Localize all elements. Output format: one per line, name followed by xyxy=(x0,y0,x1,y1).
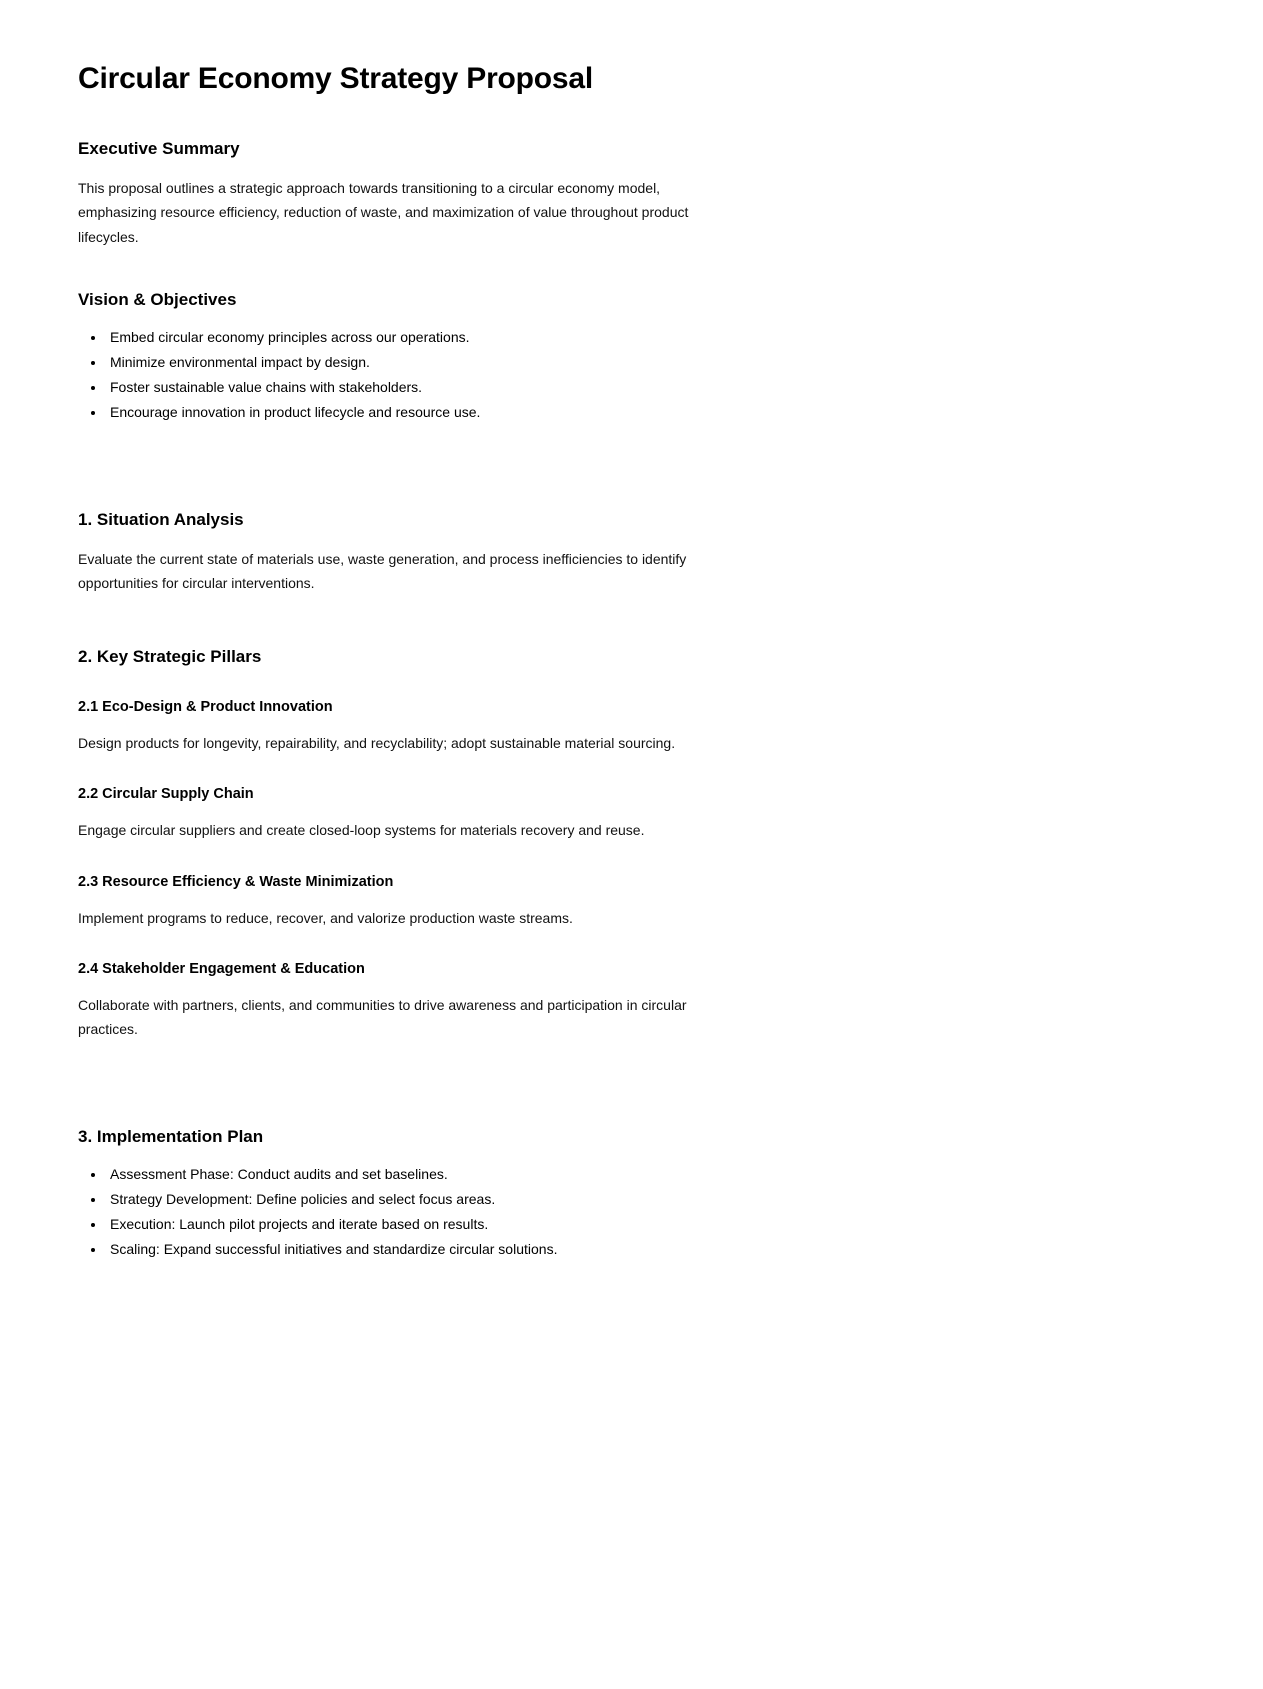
page-title: Circular Economy Strategy Proposal xyxy=(78,62,594,95)
section-heading-vision-objectives: Vision & Objectives xyxy=(78,290,237,310)
section-paragraph-situation-analysis: Evaluate the current state of materials use, waste generation, and process inefficiencies to identify opportunities for circular interventions. xyxy=(78,550,687,592)
list-item: • Encourage innovation in product lifecycle and resource use. xyxy=(106,400,738,425)
section-heading-key-strategic-pillars: 2. Key Strategic Pillars xyxy=(78,646,262,666)
subsection-paragraph-circular-supply-chain: Engage circular suppliers and create closed-loop systems for materials recovery and reuse. xyxy=(78,822,645,839)
subsection-heading-circular-supply-chain: 2.2 Circular Supply Chain xyxy=(78,786,254,803)
list-item: • Scaling: Expand successful initiatives and standardize circular solutions. xyxy=(106,1237,738,1262)
subsection-heading-resource-efficiency: 2.3 Resource Efficiency & Waste Minimization xyxy=(78,873,394,890)
section-paragraph-executive-summary: This proposal outlines a strategic approach towards transitioning to a circular economy model, emphasizing resource efficiency, reduction of waste, and maximization of value throughout product lifecycles. xyxy=(78,179,689,245)
spacer xyxy=(78,1042,738,1076)
subsection-heading-eco-design: 2.1 Eco-Design & Product Innovation xyxy=(78,699,333,715)
section-heading-situation-analysis: 1. Situation Analysis xyxy=(78,509,244,529)
document-body xyxy=(78,44,738,1262)
section-heading-implementation-plan: 3. Implementation Plan xyxy=(78,1126,264,1146)
list-item: • Minimize environmental impact by design. xyxy=(106,350,738,375)
list-item: • Assessment Phase: Conduct audits and set baselines. xyxy=(106,1162,738,1187)
list-item: • Execution: Launch pilot projects and iterate based on results. xyxy=(106,1212,738,1237)
list-item: • Embed circular economy principles across our operations. xyxy=(106,325,738,350)
list-item: • Strategy Development: Define policies and select focus areas. xyxy=(106,1187,738,1212)
implementation-plan-list xyxy=(78,1162,738,1262)
subsection-paragraph-eco-design: Design products for longevity, repairability, and recyclability; adopt sustainable material sourcing. xyxy=(78,734,676,751)
subsection-paragraph-stakeholder-engagement: Collaborate with partners, clients, and communities to drive awareness and participation in circular practices. xyxy=(78,996,687,1038)
list-item: • Foster sustainable value chains with stakeholders. xyxy=(106,375,738,400)
vision-objectives-list xyxy=(78,325,738,425)
spacer xyxy=(78,425,738,459)
section-heading-executive-summary: Executive Summary xyxy=(78,138,240,158)
subsection-heading-stakeholder-engagement: 2.4 Stakeholder Engagement & Education xyxy=(78,961,365,978)
subsection-paragraph-resource-efficiency: Implement programs to reduce, recover, and valorize production waste streams. xyxy=(78,909,573,926)
